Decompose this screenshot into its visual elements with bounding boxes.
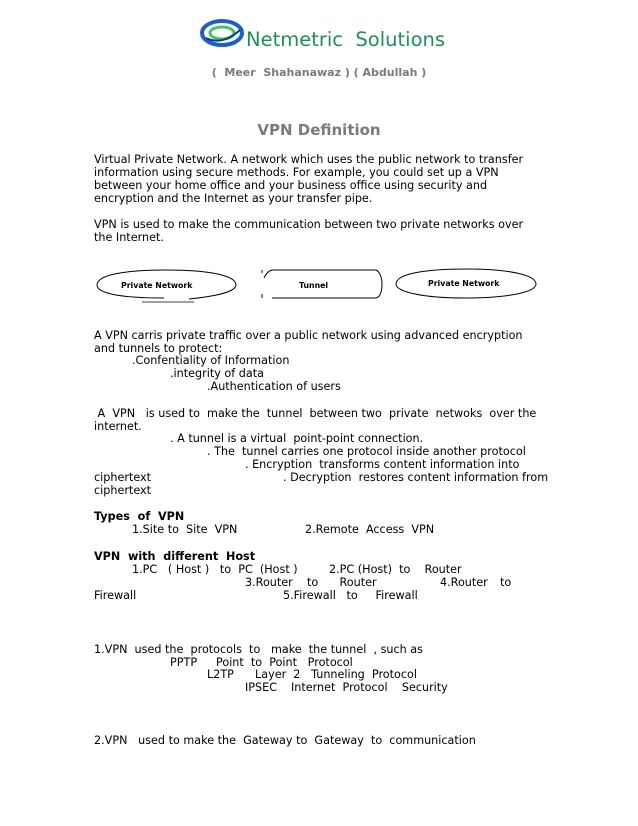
tunnel-ciphertext-2: ciphertext xyxy=(94,484,152,497)
protect-intro: A VPN carris private traffic over a public network using advanced encryption and tunnels to protect: xyxy=(94,329,523,355)
gateway-line: 2.VPN used to make the Gateway to Gateway to communication xyxy=(94,734,476,747)
host-router-to-firewall: 4.Router xyxy=(440,576,488,589)
tunnel-point-decryption: . Decryption restores content information from xyxy=(283,471,549,484)
protect-item-confidentiality: .Confentiality of Information xyxy=(132,354,290,367)
authors-line: ( Meer Shahanawaz ) ( Abdullah ) xyxy=(211,66,427,79)
protect-item-integrity: .integrity of data xyxy=(170,367,264,380)
host-router-to-router: 3.Router to Router xyxy=(245,576,377,589)
netmetric-logo-icon xyxy=(200,16,246,50)
vpn-usage-paragraph: VPN is used to make the communication between two private networks over the Internet. xyxy=(94,218,524,244)
type-remote-access: 2.Remote Access VPN xyxy=(305,523,435,536)
hosts-heading: VPN with different Host xyxy=(94,550,256,563)
type-site-to-site: 1.Site to Site VPN xyxy=(132,523,238,536)
protocols-intro: 1.VPN used the protocols to make the tunnel , such as xyxy=(94,643,423,656)
tunnel-intro-line-2: internet. xyxy=(94,420,142,433)
brand-name: Netmetric Solutions xyxy=(246,28,446,51)
host-router-to-firewall-end: Firewall xyxy=(94,589,137,602)
tunnel-point-carries: . The tunnel carries one protocol inside another protocol xyxy=(207,445,526,458)
host-pc-to-pc: 1.PC ( Host ) to PC (Host ) xyxy=(132,563,298,576)
types-heading: Types of VPN xyxy=(94,510,185,523)
protocol-l2tp-name: L2TP xyxy=(207,668,234,681)
tunnel-intro-line-1: A VPN is used to make the tunnel between two private netwoks over the xyxy=(94,407,537,420)
left-network-label: Private Network xyxy=(121,281,193,290)
protocol-ipsec-desc: Internet Protocol Security xyxy=(291,681,448,694)
protocol-ipsec-name: IPSEC xyxy=(245,681,278,694)
protocol-l2tp-desc: Layer 2 Tunneling Protocol xyxy=(255,668,417,681)
protocol-pptp-name: PPTP xyxy=(170,656,198,669)
vpn-tunnel-diagram xyxy=(94,264,544,306)
host-firewall-to-firewall: 5.Firewall to Firewall xyxy=(283,589,418,602)
right-network-label: Private Network xyxy=(428,279,500,288)
protect-item-authentication: .Authentication of users xyxy=(207,380,341,393)
page-title: VPN Definition xyxy=(257,121,381,139)
protocol-pptp-desc: Point to Point Protocol xyxy=(216,656,353,669)
tunnel-point-virtual: . A tunnel is a virtual point-point connection. xyxy=(170,432,424,445)
tunnel-point-encryption: . Encryption transforms content information into xyxy=(245,458,520,471)
tunnel-ciphertext-1: ciphertext xyxy=(94,471,152,484)
host-router-to-firewall-to: to xyxy=(500,576,512,589)
vpn-definition-paragraph: Virtual Private Network. A network which uses the public network to transfer information using secure methods. For example, you could set up a VPN between your home office and your business office using security and encryption and the Internet as your transfer pipe. xyxy=(94,153,524,205)
tunnel-label: Tunnel xyxy=(299,281,329,290)
host-pc-to-router: 2.PC (Host) to Router xyxy=(329,563,462,576)
